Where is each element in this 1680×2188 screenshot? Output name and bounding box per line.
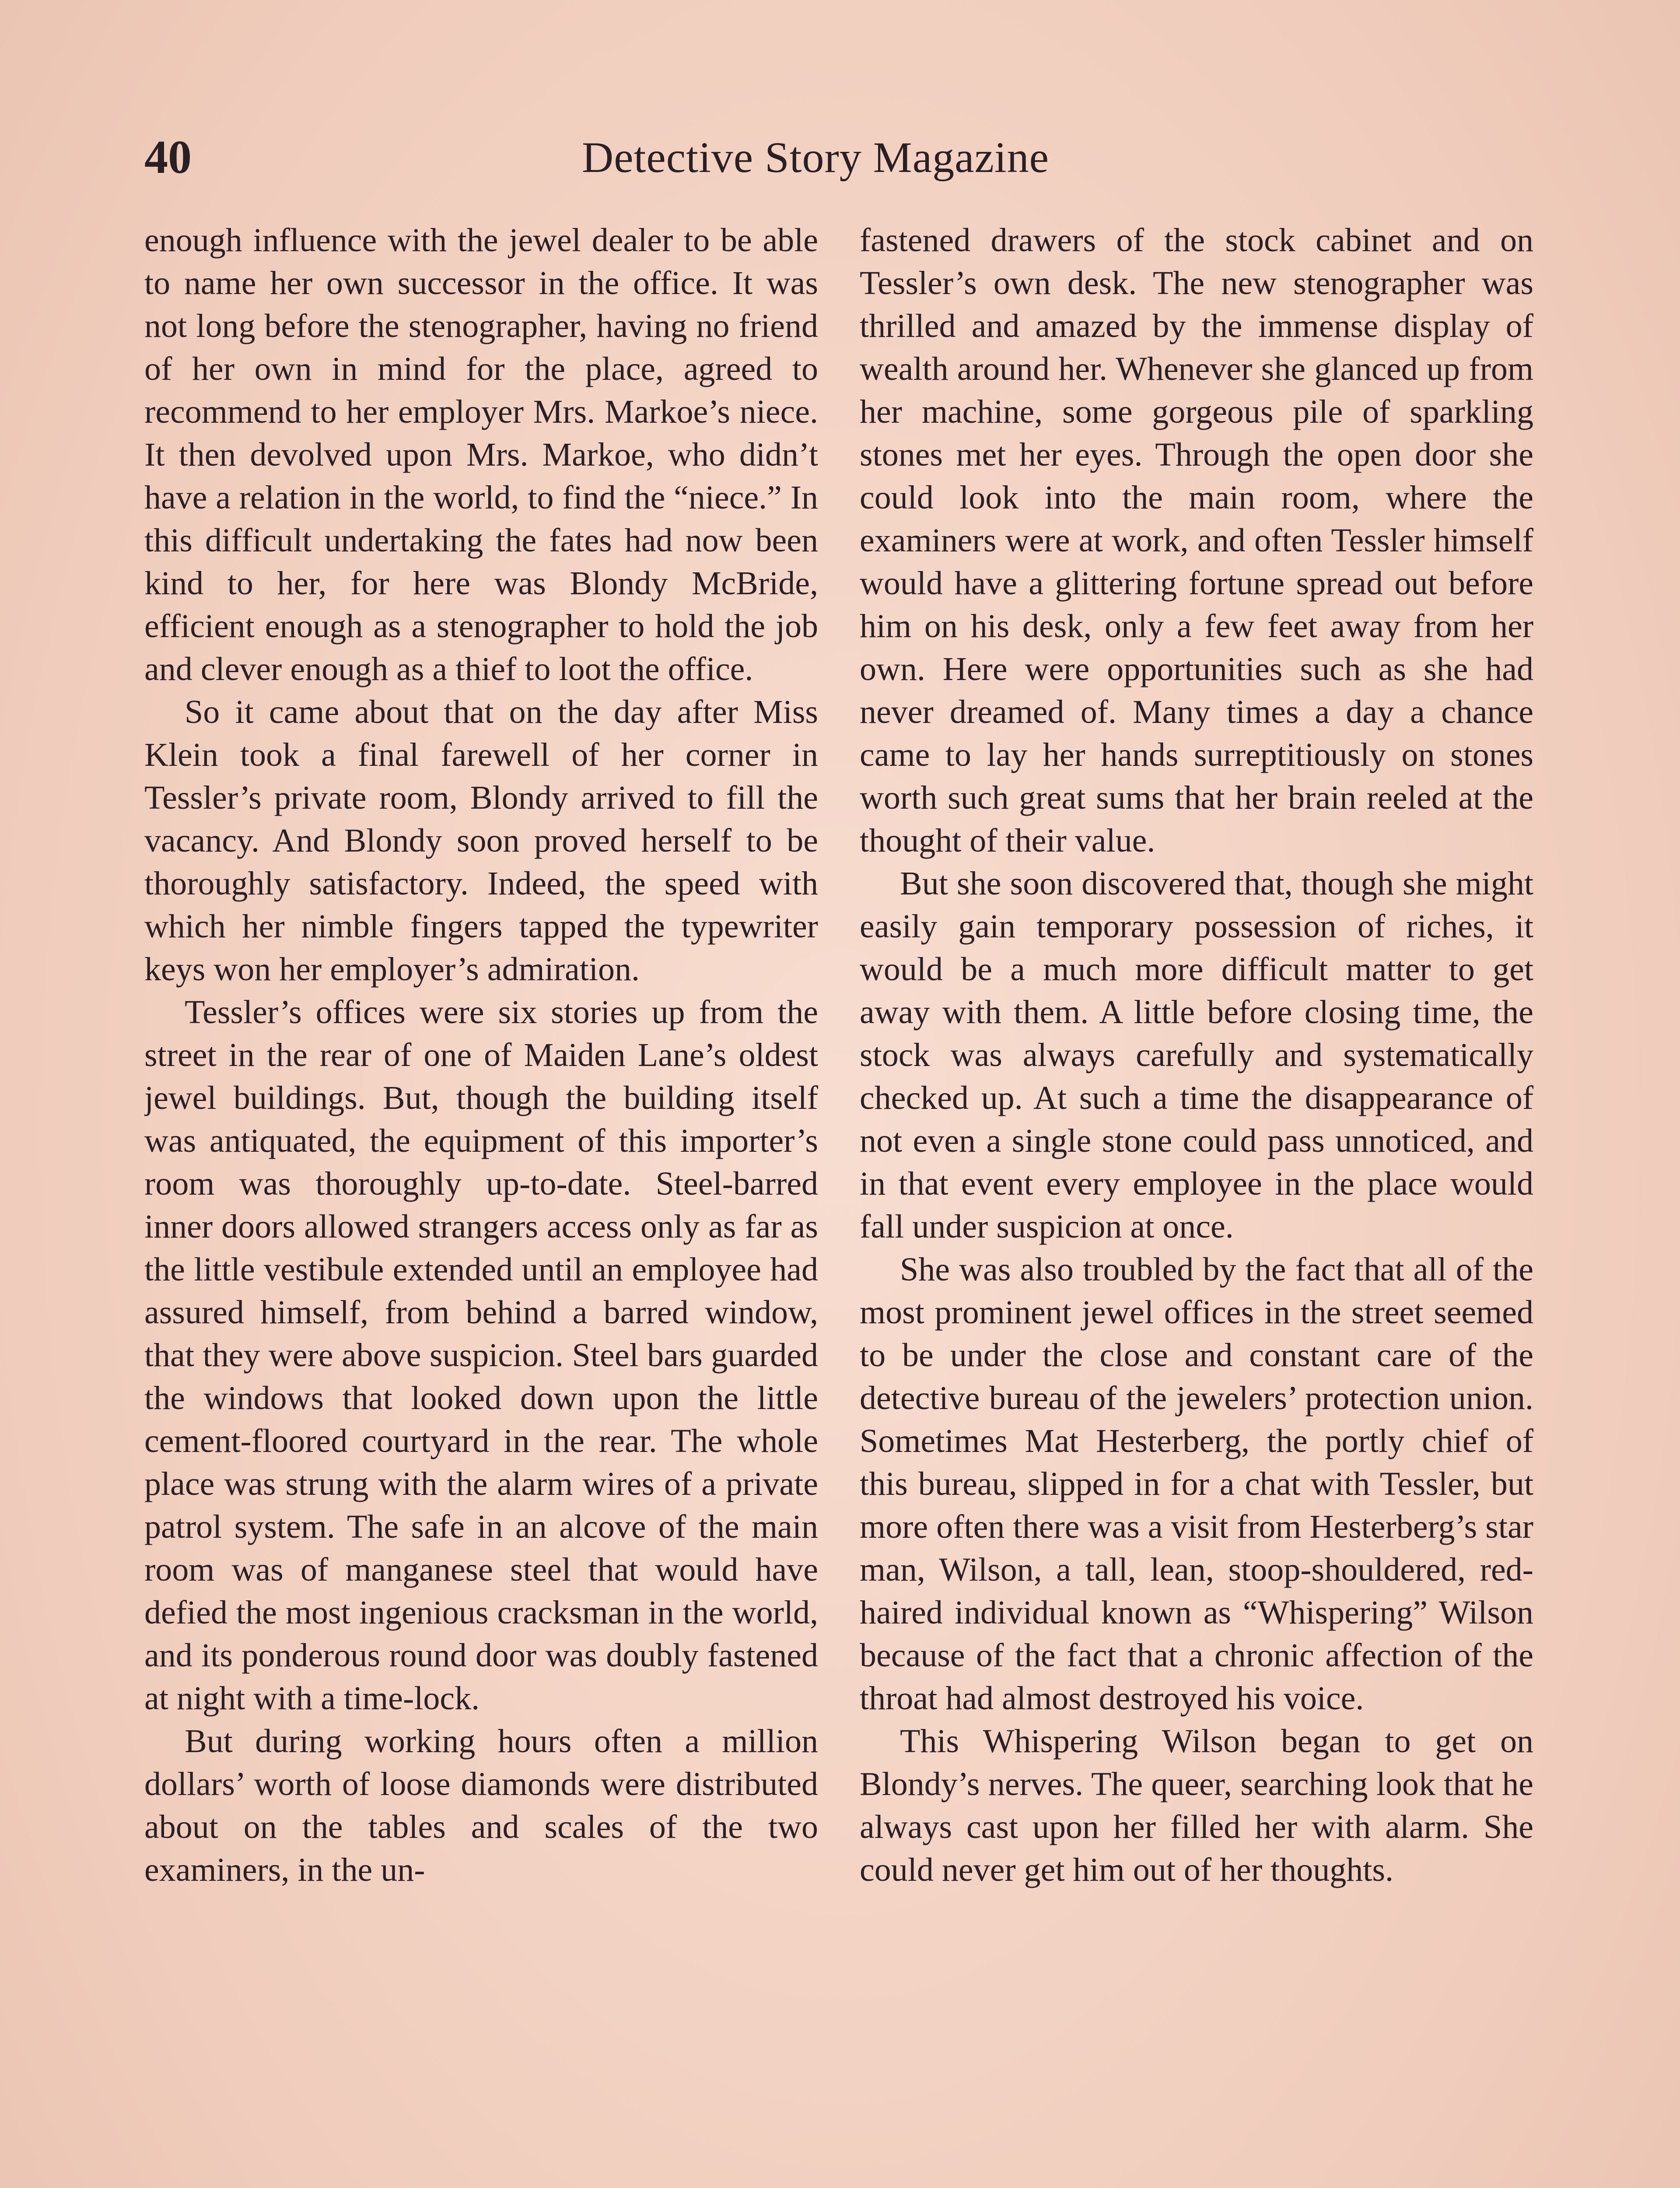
page-header [144, 127, 1540, 188]
text-column-right [860, 219, 1533, 2188]
paragraph: This Whispering Wilson began to get on Blondy’s nerves. The queer, searching look that he always cast upon her filled her with alarm. She could never get him out of her thoughts. [860, 1723, 1533, 1888]
paragraph: fastened drawers of the stock cabinet and on Tessler’s own desk. The new stenographer was thrilled and amazed by the immense display of wealth around her. Whenever she glanced up from her machine, some gorgeous pile of sparkling stones met her eyes. Through the open door she could look into the main room, where the examiners were at work, and often Tessler himself would have a glittering fortune spread out before him on his desk, only a few feet away from her own. Here were opportunities such as she had never dreamed of. Many times a day a chance came to lay her hands surreptitiously on stones worth such great sums that her brain reeled at the thought of their value. [860, 222, 1533, 859]
paragraph: Tessler’s offices were six stories up from the street in the rear of one of Maiden Lane’s oldest jewel buildings. But, though the building itself was antiquated, the equipment of this importer’s room was thoroughly up-to-date. Steel-barred inner doors allowed strangers access only as far as the little vestibule extended until an employee had assured himself, from behind a barred window, that they were above suspicion. Steel bars guarded the windows that looked down upon the little cement-floored courtyard in the rear. The whole place was strung with the alarm wires of a private patrol system. The safe in an alcove of the main room was of manganese steel that would have defied the most ingenious cracksman in the world, and its ponderous round door was doubly fastened at night with a time-lock. [144, 994, 818, 1717]
running-title: Detective Story Magazine [582, 133, 1050, 182]
paragraph: enough influence with the jewel dealer to be able to name her own successor in the office. It was not long before the stenographer, having no friend of her own in mind for the place, agreed to recommend to her employer Mrs. Markoe’s niece. It then devolved upon Mrs. Markoe, who didn’t have a relation in the world, to find the “niece.” In this difficult undertaking the fates had now been kind to her, for here was Blondy McBride, efficient enough as a stenographer to hold the job and clever enough as a thief to loot the office. [144, 222, 818, 687]
page-number: 40 [144, 131, 192, 183]
paragraph: But during working hours often a million dollars’ worth of loose diamonds were distributed about on the tables and scales of the two examiners, in the un- [144, 1723, 818, 1888]
text-column-left [144, 219, 818, 2188]
paragraph: But she soon discovered that, though she might easily gain temporary possession of riches, it would be a much more difficult matter to get away with them. A little before closing time, the stock was always carefully and systematically checked up. At such a time the disappearance of not even a single stone could pass unnoticed, and in that event every employee in the place would fall under suspicion at once. [860, 865, 1533, 1245]
paragraph: So it came about that on the day after Miss Klein took a final farewell of her corner in Tessler’s private room, Blondy arrived to fill the vacancy. And Blondy soon proved herself to be thoroughly satisfactory. Indeed, the speed with which her nimble fingers tapped the typewriter keys won her employer’s admiration. [144, 694, 818, 988]
paragraph: She was also troubled by the fact that all of the most prominent jewel offices in the street seemed to be under the close and constant care of the detective bureau of the jewelers’ protection union. Sometimes Mat Hesterberg, the portly chief of this bureau, slipped in for a chat with Tessler, but more often there was a visit from Hesterberg’s star man, Wilson, a tall, lean, stoop-shouldered, red-haired individual known as “Whispering” Wilson because of the fact that a chronic affection of the throat had almost destroyed his voice. [860, 1251, 1533, 1717]
